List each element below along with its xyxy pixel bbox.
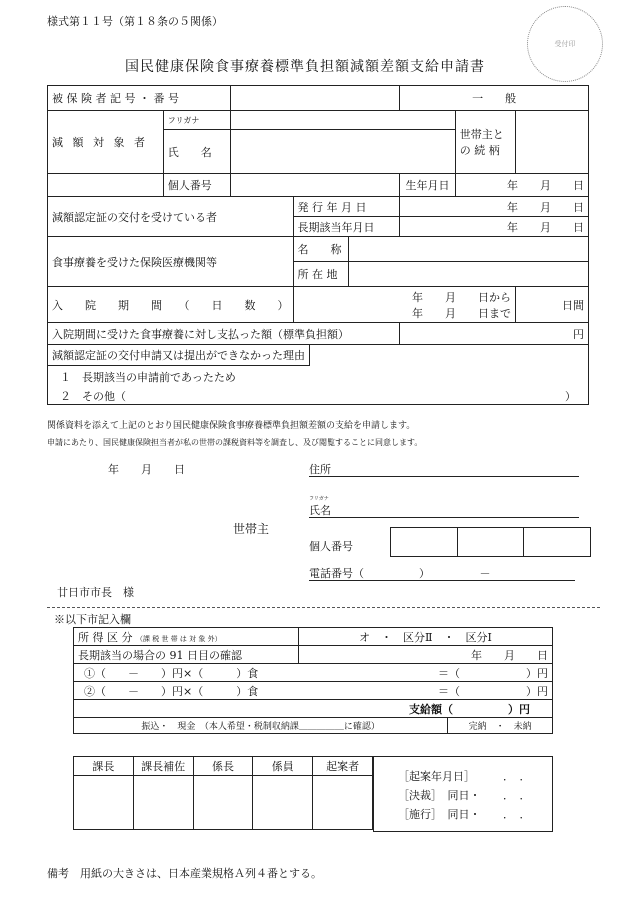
payment-method[interactable]: 振込・ 現金 （本人希望・税制収納課＿＿＿＿＿に確認） (74, 718, 448, 734)
draft-date-dots[interactable]: ． ． (503, 770, 531, 783)
approval-stamp-cell[interactable] (193, 776, 253, 830)
applicant-personal-number-field[interactable] (390, 527, 591, 557)
decision-date-dots[interactable]: ． ． (503, 789, 531, 802)
day91-date[interactable]: 年 月 日 (298, 646, 552, 664)
paid-amount-label: 入院期間に受けた食事療養に対し支払った額（標準負担額） (48, 323, 400, 345)
mayor-address: 廿日市市長 様 (57, 586, 134, 599)
paper-size-note: 備考 用紙の大きさは、日本産業規格Ａ列４番とする。 (47, 867, 322, 880)
name-label: 氏 名 (163, 130, 231, 174)
approval-col-head: 係員 (253, 757, 313, 776)
income-options[interactable]: オ ・ 区分Ⅱ ・ 区分Ⅰ (298, 628, 552, 646)
statement-line-1: 関係資料を添えて上記のとおり国民健康保険食事療養標準負担額差額の支給を申請します。 (47, 421, 416, 431)
householder-label: 世帯主 (233, 522, 270, 536)
applicant-personal-number-label: 個人番号 (309, 540, 353, 553)
payment-status[interactable]: 完納 ・ 未納 (448, 718, 553, 734)
approval-col-head: 課長補佐 (133, 757, 193, 776)
name-furigana: フリガナ (309, 496, 329, 502)
application-table (47, 85, 589, 405)
insured-number-label: 被 保 険 者 記 号 ・ 番 号 (48, 86, 231, 111)
furigana-field[interactable] (231, 111, 455, 130)
reason-option-2[interactable]: ２ その他（ ） (60, 390, 576, 403)
applicant-name-field[interactable]: 氏名 (309, 502, 579, 518)
name-field[interactable] (231, 130, 455, 174)
institution-name-label: 名 称 (293, 237, 349, 262)
approval-table (73, 756, 373, 830)
period-days[interactable]: 日間 (515, 287, 588, 323)
birthdate-label: 生年月日 (400, 174, 455, 197)
approval-stamp-cell[interactable] (253, 776, 313, 830)
institution-address-label: 所 在 地 (293, 262, 349, 287)
approval-col-head: 係長 (193, 757, 253, 776)
application-date[interactable]: 年 月 日 (108, 463, 185, 476)
relation-label: 世帯主と の 続 柄 (455, 111, 515, 174)
long-term-date-field[interactable]: 年 月 日 (400, 217, 589, 237)
phone-field[interactable]: 電話番号（ ） － (309, 565, 575, 581)
period-field[interactable]: 年 月 日から 年 月 日まで (293, 287, 515, 323)
institution-name-field[interactable] (349, 237, 589, 262)
decision-date: ［決裁］ 同日・ (398, 789, 481, 802)
approval-stamp-cell[interactable] (74, 776, 134, 830)
personal-number-field[interactable] (231, 174, 400, 197)
calc-row-2[interactable]: ②（ － ）円×（ ）食 (74, 682, 299, 700)
approval-stamp-cell[interactable] (133, 776, 193, 830)
page-title: 国民健康保険食事療養標準負担額減額差額支給申請書 (125, 59, 485, 75)
issue-date-field[interactable]: 年 月 日 (400, 197, 589, 217)
payment-amount[interactable]: 支給額（ ）円 (74, 700, 553, 718)
period-label: 入 院 期 間 （ 日 数 ） (48, 287, 294, 323)
address-field[interactable]: 住所 (309, 461, 579, 477)
insured-number-field[interactable] (231, 86, 400, 111)
reception-stamp: 受付印 (527, 6, 603, 82)
long-term-date-label: 長期該当年月日 (293, 217, 400, 237)
execution-date-dots[interactable]: ． ． (503, 808, 531, 821)
city-section-heading: ※以下市記入欄 (54, 613, 131, 626)
draft-date: ［起案年月日］ (398, 770, 475, 783)
divider (47, 607, 600, 608)
statement-line-2: 申請にあたり、国民健康保険担当者が私の世帯の課税資料等を調査し、及び閲覧することに同意します。 (47, 438, 423, 447)
relation-field[interactable] (515, 111, 588, 174)
subject-label: 減 額 対 象 者 (48, 111, 164, 174)
execution-date: ［施行］ 同日・ (398, 808, 481, 821)
reason-label: 減額認定証の交付申請又は提出ができなかった理由 (48, 345, 310, 366)
institution-label: 食事療養を受けた保険医療機関等 (48, 237, 294, 287)
birthdate-field[interactable]: 年 月 日 (455, 174, 588, 197)
cert-holder-label: 減額認定証の交付を受けている者 (48, 197, 294, 237)
form-number: 様式第１１号（第１８条の５関係） (47, 15, 223, 28)
city-table (73, 627, 553, 734)
approval-stamp-cell[interactable] (313, 776, 373, 830)
approval-col-head: 課長 (74, 757, 134, 776)
reason-option-1[interactable]: １ 長期該当の申請前であったため (60, 371, 236, 384)
institution-address-field[interactable] (349, 262, 589, 287)
general-category: 一 般 (400, 86, 589, 111)
furigana-label: フリガナ (163, 111, 231, 130)
personal-number-label: 個人番号 (163, 174, 231, 197)
issue-date-label: 発 行 年 月 日 (293, 197, 400, 217)
calc-row-1-result[interactable]: ＝（ ）円 (298, 664, 552, 682)
day91-label: 長期該当の場合の 91 日目の確認 (74, 646, 299, 664)
calc-row-2-result[interactable]: ＝（ ）円 (298, 682, 552, 700)
income-label: 所 得 区 分 （課 税 世 帯 は 対 象 外） (74, 628, 299, 646)
reason-section (48, 345, 589, 405)
calc-row-1[interactable]: ①（ － ）円×（ ）食 (74, 664, 299, 682)
paid-amount-field[interactable]: 円 (400, 323, 589, 345)
approval-col-head: 起案者 (313, 757, 373, 776)
